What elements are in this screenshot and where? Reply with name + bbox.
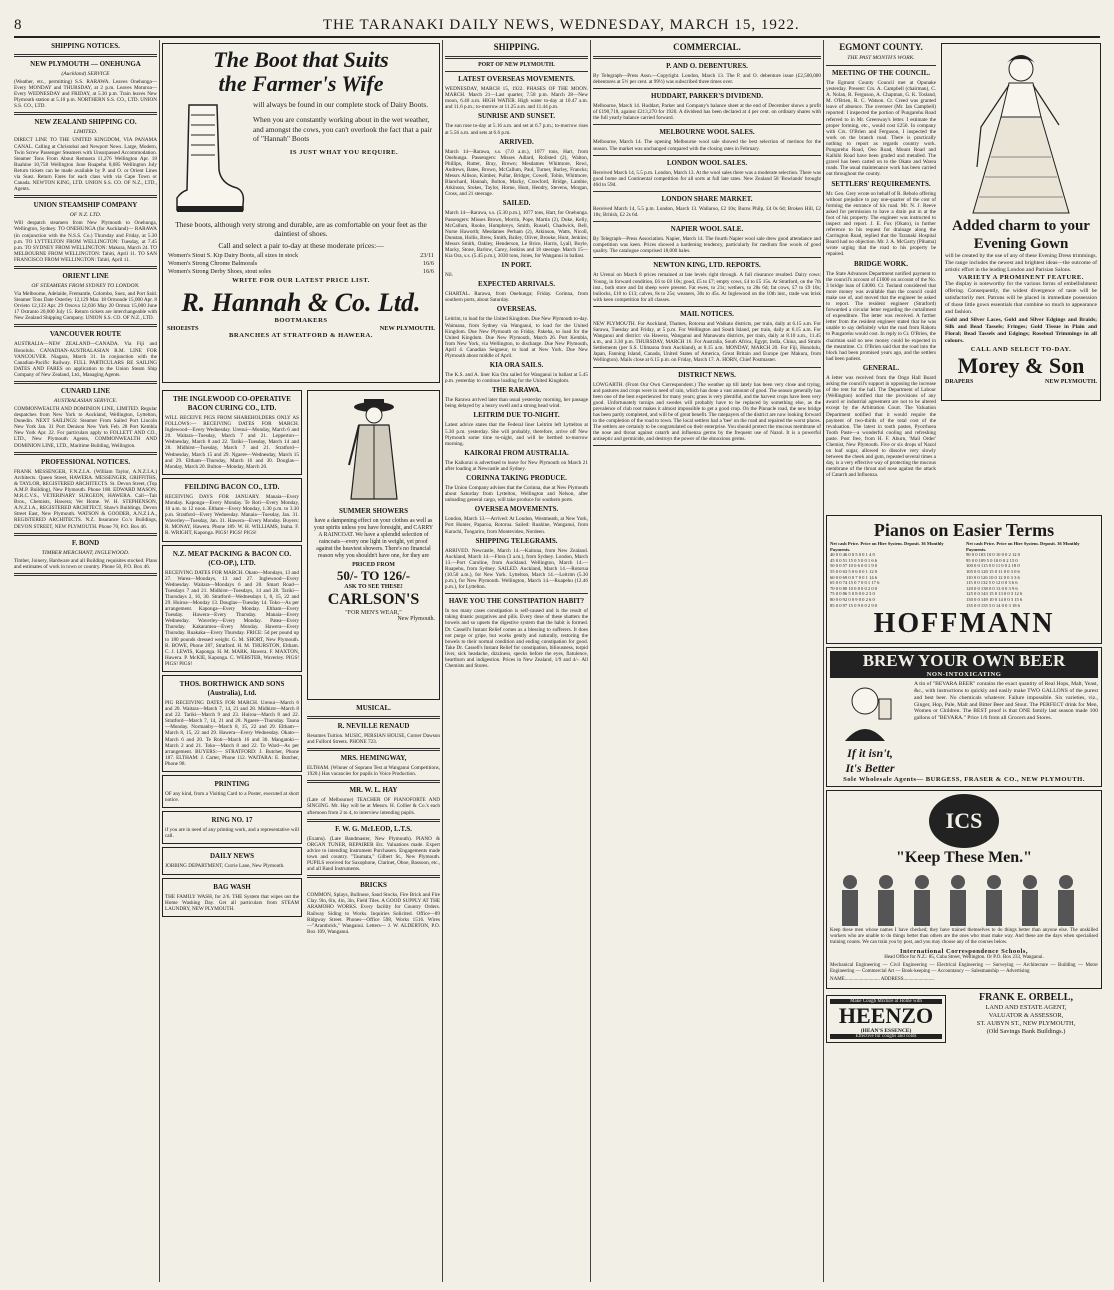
notice-subtitle: OF STEAMERS FROM SYDNEY TO LONDON. [31, 282, 140, 289]
commercial-section-text: At Urenui on March 8 prices remained at late levels right through. A full clearance resulted. Dairy cows: Young, in forward condition, £6 to £8 10s; good, £5 to £7; empty cows, £4 to £5 15s. At Stratford, on the 7th inst., both store and fat sheep were present. Fat ewes, to 21s; wethers, to 28s 6d; fat cows, £7 to £9 10s; bullocks, £10 to £13; calves, 8s to 25s; weaners, 30s to 45s. At Inglewood on the 10th inst., trade was brisk with keen competition for all classes. [593, 272, 821, 303]
boot-ad-body-2: These boots, although very strong and durable, are as comfortable on your feet as the daintiest of shoes. [175, 220, 427, 239]
musical-title: R. NEVILLE RENAUD [337, 722, 410, 730]
notice-divider [14, 324, 157, 327]
column-rule [823, 40, 824, 1282]
commercial-divider [593, 124, 821, 125]
egmont-county-article [826, 40, 936, 481]
boot-ad-body-3: Call and select a pair to-day at these moderate prices:— [218, 240, 384, 250]
shipping-section-text: WEDNESDAY, MARCH 15, 1922. PHASES OF THE MOON. MARCH. March 21—Last quarter, 7.58 p.m. March 28—New moon, 6.40 a.m. HIGH WATER. High water to-day at 10.47 a.m. and 11.6 p.m.; to-morrow at 11.25 a.m. and 11.44 p.m. [445, 86, 588, 111]
column-advertisements [162, 40, 440, 1282]
carlson-title: SUMMER SHOWERS [338, 507, 409, 515]
county-section-title: SETTLERS' REQUIREMENTS. [831, 179, 931, 188]
orbell-line-2: VALUATOR & ASSESSOR, [988, 1012, 1064, 1020]
ics-schools-advert [826, 790, 1102, 989]
commercial-section-title: DISTRICT NEWS. [678, 370, 736, 379]
carlson-brand: CARLSON'S [327, 591, 420, 609]
notice-box [162, 478, 302, 542]
notice-box [162, 847, 302, 874]
commercial-section-title: NAPIER WOOL SALE. [670, 225, 744, 234]
piano-price-row: 125 0 0 143 15 0 13 0 0 3 12 6 [966, 591, 1023, 597]
notice-title: CUNARD LINE [60, 387, 111, 395]
masthead [14, 14, 1100, 38]
heenzo-sub: (HEAN'S ESSENCE) [860, 1028, 912, 1035]
beer-sub: NON-INTOXICATING [830, 671, 1098, 678]
morey-call: CALL AND SELECT TO-DAY. [970, 345, 1072, 353]
column-rule [590, 40, 591, 1282]
boot-ad-caps: IS JUST WHAT YOU REQUIRE. [289, 148, 399, 156]
commercial-section-title: LONDON SHARE MARKET. [661, 194, 753, 203]
beer-title: BREW YOUR OWN BEER [830, 651, 1098, 671]
piano-price-row: 100 0 0 115 0 0 11 0 0 2 18 0 [966, 563, 1020, 569]
county-section-text: The Egmont County Council met at Opunake yesterday. Present: Crs. A. Campbell (chairman), C. A. Nolan, R. Ferguson, A. Chapman, G. K. Tosland, M. O'Brien, R. C. Watson. Cr. Creed was granted leave of absence. The overseer (Mr. Ian Campbell) reported: I inspected the portion of Pungarehu Road referred to in Mr. Greenway's letter. I estimate the proper forming, etc., would cost £250. In company with Crs. O'Brien and Ferguson, I inspected the work on the branch road. There is practically nothing to report as regards country work. Pungarehu Road, Oeo Road, Mount Road and Kaihihi Road have been graded and metalled. The gravel has been carted on to the Okato and Warea roads. The usual maintenance work has been carried out throughout the county. [826, 80, 936, 178]
price-value: 23/11 [420, 252, 434, 260]
ics-address: Head Office for N.Z.: 85, Cuba Street, Wellington. Or P.O. Box 233, Wanganui. [884, 955, 1044, 961]
piano-price-row: 130 0 0 149 10 0 14 0 0 3 15 6 [966, 596, 1023, 602]
morey-brand: Morey & Son [957, 352, 1085, 378]
beer-drinker-illustration [835, 681, 905, 741]
notice-text: RECEIVING DAYS FOR JANUARY. Manaia—Every Monday. Kaponga—Every Monday. Te Roti—Every Monday, 10 a.m. to 12 noon. Eltham—Every Monday, 1.30 p.m. to 3.30 p.m. Stratford—Every Wednesday. Manaia—Tuesday, Jan. 31. Waverley—Tuesday, Jan. 31. Hawera—Every Monday. Buyers: R. MONAY, Hawera. Phone 189. W. H. WILLIAMS, Inaha. F. R. WRIGHT, Kaponga. PIGS! PIGS! PIGS! [165, 493, 299, 537]
notice-divider [14, 112, 157, 115]
commercial-divider [593, 191, 821, 192]
column-shipping-notices [14, 40, 157, 1282]
morey-town: NEW PLYMOUTH. [1044, 378, 1097, 385]
notice-text: Timber, Joinery, Hardware and all Building requisites stocked. Plans and estimates of work in town or country. Phone 50, P.O. Box 46. [14, 557, 157, 570]
notice-text: WILL RECEIVE PIGS FROM SHAREHOLDERS ONLY AS FOLLOWS:— RECEIVING DATES FOR MARCH. Inglewood—Every Wednesday. Urenui—Monday, March 6 and 20. Waitara—Tuesday, March 7 and 21. Lepperton—Wednesday, March 8 and 22. Tariki—Tuesday, March 14 and 28. Midhirst—Tuesday, March 7 and 21. Stratford—Wednesday, March 15 and 29. Ngaere—Wednesday, March 15 and 29. Eltham—Thursday, March 16 and 30. Douglas—Monday, March 20. Bulton—Monday, March 20. [165, 415, 299, 470]
notice-divider [14, 381, 157, 384]
notice-subtitle: (Auckland) SERVICE [61, 71, 110, 77]
notice-title: NEW PLYMOUTH — ONEHUNGA [30, 60, 141, 68]
shipping-section-title: THE RARAWA. [491, 386, 541, 395]
notice-text: JOBBING DEPARTMENT, Currie Lane, New Plymouth. [165, 863, 285, 870]
carlson-priced: PRICED FROM [352, 562, 395, 568]
notice-box [162, 390, 302, 475]
shipping-section-text: The sun rose to-day at 5.16 a.m. and set at 6.7 p.m.; to-morrow rises at 5.56 a.m. and sets at 6.6 p.m. [445, 123, 588, 136]
musical-divider [307, 875, 440, 878]
egmont-sub: THE PAST MONTH'S WORK. [847, 55, 915, 61]
notice-title: PRINTING [214, 780, 250, 789]
ics-body: Keep these men whose names I have checked; they have trained themselves to do things better than anyone else. The unskilled workers who are unable to do things better than others are the ones who must make way. And these are the days when specialised training counts. We can train you by post, and you may choose any of the courses below. [830, 928, 1098, 946]
heenzo-advert [826, 995, 946, 1043]
notice-text: Via Melbourne, Adelaide, Fremantle, Colombo, Suez, and Port Said. Steamer Tons Date Osterley 12,129 Mar. 18 Ormonde 15,000 Apr. 8 Orvieto 12,133 Apr. 29 Orsova 12,036 May 20 Ormuz 15,000 June 17 Ostranto 20,000 July 15. Return tickets are interchangeable with New Zealand Shipping Company. UNION S.S. CO. OF N.Z., LTD. [14, 290, 157, 322]
notice-box [162, 545, 302, 673]
morey-drapers: DRAPERS [945, 378, 974, 385]
county-section-text: A letter was received from the Ongo Hall Board asking the council's support in opposing the increase of the rent for the hall. The Department of Labour (Wellington) notified that the provisions of any award or industrial agreement are not to be altered except by the Arbitration Court. The Valuation Department notified that it would require the payment of two-thirds of the total cost of the revaluation. The latest in tooth pastes, Pyorrhoea Tooth Paste—a wonderful cooling and refreshing paste. Post free, from H. F. Aburn, 'Mail Order' Chemist, New Plymouth. Five or six drops of Nazol on loaf sugar, allowed to dissolve very slowly between the cheek and gum, repeated several times a day, is a very effective way of protecting the mucous membrane of the throat and nose against the attack of Catarrh and Influenza. [826, 374, 936, 479]
morey-headline-2: Evening Gown [973, 236, 1069, 252]
shipping-section-title: LATEST OVERSEAS MOVEMENTS. [458, 75, 575, 84]
notice-box [162, 675, 302, 772]
beer-slogan-2: It's Better [845, 761, 895, 776]
orbell-line-3: ST. AUBYN ST., NEW PLYMOUTH, [976, 1020, 1076, 1028]
commercial-divider [593, 257, 821, 258]
notice-divider [14, 452, 157, 455]
shipping-section-text: March 14—Rarawa, s.s. (5.30 p.m.), 1077 tons, Hart, for Onehunga. Passengers: Misses Brown, Morrin, Pope, Martin (2), Duke, Kelly, McCallum, Rooke, Humphreys, Smith, Russell, Chadwick, Bell, Nurse Haworth; Mesdames Perham (2), Atkinson, Watts, Nicoll, Dunstan, Hollis, Brew, Smith, Bailey, Oliver, Brooke, Hunt, Jenkins; Messrs Smith, Oakley, Henderson, Le Brice, Harris, Lyall, Boyle, Macky, Stone, Barlow, Carey, Jenkins and 18 steerage. March 15—Kia Ora, s.s. (5.45 p.m.), 3030 tons, Jones, for Wanganui in ballast. [445, 210, 588, 260]
piano-price-row: 115 0 0 132 5 0 12 0 0 3 6 6 [966, 580, 1018, 586]
piano-price-row: 75 0 0 86 5 0 8 0 0 2 3 0 [830, 591, 875, 597]
hannah-boot-advert [162, 43, 440, 383]
notice-text: FRANK MESSENGER, F.N.Z.I.A. (William Taylor, A.N.Z.I.A.) Architects. Queen Street, HAWERA. MESSENGER, GRIFFITHS, & TAYLOR, REGISTERED ARCHITECTS. St. Devon Street, (Top A.M.P. Building), New Plymouth. Phone 188. EDWARD MASON, M.R.C.V.S., VETERINARY SURGEON, HAWERA. Call—Tait Bros., Chemists, Hawera; Vet Home. W. H. STEPHENSON, A.N.Z.I.A., REGISTERED ARCHITECT, Shaw's Buildings, Devon Street East, New Plymouth. WATSON & GOODER, A.N.Z.I.A., REGISTERED ARCHITECTS. N.Z. Insurance Co.'s Buildings, DEVON STREET, NEW PLYMOUTH. Phone 70, P.O. Box 46. [14, 468, 157, 530]
shipping-section-title: LEITRIM DUE TO-NIGHT. [473, 411, 560, 420]
morey-list: Gold and Silver Laces, Gold and Silver Edgings and Braids; Silk and Bead Tassels; Fringes; Gold Tissue in Plain and Floral; Bead Tassels and Edgings; Rosebud Trimmings in all colours. [945, 317, 1097, 344]
heenzo-brand: HEENZO [838, 1003, 934, 1029]
shipping-section-text: The K.S. and A. liner Kia Ora sailed for Wanganui in ballast at 5.45 p.m. yesterday to continue loading for the United Kingdom. [445, 372, 588, 385]
shipping-section-title: IN PORT. [501, 261, 532, 270]
piano-price-row: 135 0 0 155 5 0 14 0 0 3 18 6 [966, 602, 1020, 608]
notice-text: if you are in need of any printing work, and a representative will call. [165, 827, 299, 840]
ics-courses: Mechanical Engineering — Civil Engineering — Electrical Engineering — Surveying — Architecture — Building — Motor Engineering — Commercial Art — Book-keeping — Accountancy — Salesmanship — Advertising [830, 963, 1098, 975]
hannah-town: NEW PLYMOUTH. [379, 325, 435, 333]
piano-price-row: 65 0 0 74 15 0 7 0 0 1 17 6 [830, 580, 880, 586]
morey-feature-body: The display is noteworthy for the various forms of embellishment offering. Consequently, the widest divergence of taste will be satisfactorily met. Patrons will be placed in immediate possession of those little gown essentials that combine so much to appearance and fashion. [945, 281, 1097, 315]
price-row [167, 252, 435, 260]
shipping-section-title: SHIPPING TELEGRAMS. [475, 536, 558, 545]
hannah-shoeists: SHOEISTS [167, 325, 199, 333]
egmont-heading: EGMONT COUNTY. [839, 42, 923, 52]
orbell-line-1: LAND AND ESTATE AGENT, [985, 1004, 1067, 1012]
musical-text: (Late of Melbourne) TEACHER OF PIANOFORTE AND SINGING. Mr. Hay will be at Messrs. H. Collier & Co.'s each afternoon from 2 to 4, to interview intending pupils. [307, 797, 440, 816]
musical-text: Resumes Tuition. MUSIC, PERSIAN HOUSE, Corner Dawson and Fulford Streets. PHONE 723. [307, 733, 440, 746]
shipping-section-title: SAILED. [502, 199, 531, 208]
hoffmann-header-right: Net cash Price. Price on Hire System. Deposit. 36 Monthly Payments. [966, 541, 1080, 552]
carlson-town: New Plymouth. [397, 616, 435, 623]
notice-subtitle: AUSTRALASIAN SERVICE. [53, 398, 118, 404]
musical-title: MRS. HEMINGWAY, [340, 754, 407, 763]
price-value: 16/6 [422, 268, 434, 276]
price-item: Women's Strong Derby Shoes, stout soles [168, 268, 272, 276]
piano-price-row: 70 0 0 80 10 0 8 0 0 2 0 0 [830, 585, 878, 591]
commercial-divider [593, 367, 821, 368]
commercial-divider [593, 88, 821, 89]
bevara-beer-advert [826, 647, 1102, 787]
county-section-title: MEETING OF THE COUNCIL. [831, 69, 930, 77]
county-section-text: The State Advances Department notified payment to the council's account of £1000 on account of the No. 3 bridge loan of £4000. Cr. Tosland considered that more money was available than the council could make use of, and moved that the engineer be asked to report. The resident engineer (Stratford) forwarded a circular letter regarding the curtailment of expenditure. The letter was received. A further letter from the resident engineer stated that he was unable to say definitely what the road from Rahotu to Pungarehu would cost. In reply to Cr. O'Brien, the chairman said no new money could be expected in the meantime. Cr. O'Brien said that the road into the block had been promised years ago, and the settlers had been patient. [826, 270, 936, 362]
hannah-branches: BRANCHES AT STRATFORD & HAWERA. [229, 331, 373, 339]
carlson-price-range: 50/- TO 126/- [336, 568, 411, 584]
notice-text: Will despatch steamers from New Plymouth to Onehunga, Wellington, Sydney. TO ONEHUNGA (for Auckland)— RARAWA (in conjunction with the N.S.S. Co.) Thursday and Friday, at 5.30 p.m. TO LYTTELTON FROM WELLINGTON: Tuesday, at 7.45 p.m. TO SYDNEY FROM WELLINGTON: Makura, March 24. TO MELBOURNE FROM WELLINGTON: Tahiti, April 11. TO SAN FRANCISCO FROM WELLINGTON: Tahiti, April 11. [14, 220, 157, 263]
shipping-section-title: ARRIVED. [499, 137, 534, 146]
piano-price-row: 60 0 0 69 0 0 7 0 0 1 14 6 [830, 574, 878, 580]
notice-text: RECEIVING DATES FOR MARCH. Okato—Mondays, 13 and 27. Warea—Mondays, 13 and 27. Inglewood—Every Wednesday. Waitara—Mondays 6 and 20. Smart Road—Tuesdays 7 and 21. Midhirst—Tuesdays, 14 and 28. Tariki—Thursdays 2, 16, 30. Stratford—Wednesdays 1, 8, 15, 22 and 29. Huiroa—Monday 13. Douglas—Tuesday 14. Toko—As per arrangement. Kaponga—Every Monday. Eltham—Every Tuesday. Hawera—Every Thursday. Manaia—Every Wednesday. Waverley—Every Monday. Patea—Every Thursday. Kakaramea—Every Monday. Hawera—Every Thursday. Ruakaka—Every Thursday. FRICE: 5d per pound up to 180 pounds dressed weight. G. M. SHORT, New Plymouth. R. BOWE, Phone 287, Stratford. H. M. THURSTON, Eltham. C. J. LEWIS, Kaponga. H. M. MARK, Hawera. F. MAXTON, Hawera. P. McKIE, Kaponga. C. WEBSTER, Waverley. PIGS! PIGS! PIGS! [165, 569, 299, 667]
column-commercial [593, 40, 821, 1282]
shipping-section-title: EXPECTED ARRIVALS. [478, 280, 555, 289]
county-section-title: GENERAL. [862, 363, 900, 372]
commercial-section-title: NEWTON KING, LTD. REPORTS. [653, 261, 761, 270]
musical-divider [307, 819, 440, 822]
commercial-section-text: LOWGARTH. (From Our Own Correspondent.) The weather up till lately has been very close and trying, and pastures and crops were in need of rain, which has done a vast amount of good. The season generally has been one of the best experienced for many years; grass is very plentiful, and the harvest crops have been very good. Unfortunately turnips and swedes will probably have to be replaced by something else, as the prevalence of club root makes it almost impossible to get a good crop. On the Pinnacle road, the new bridge has been partly completed, and will be of great benefit. The ratepayers of the district are now looking forward to the completion of the road to town. The local settlers had a 'bee' on the road and repaired the worst places. The settlers are certainly to be congratulated on their enterprise. You should protect the mucous membrane of the nose and throat against catarrh and influenza germs by the frequent use of Nazol. It is a powerful antiseptic and germicide, and destroys the power of the obnoxious germs. [593, 381, 821, 443]
piano-price-row: 50 0 0 57 10 0 6 0 0 1 9 0 [830, 563, 878, 569]
boot-ad-title-1: The Boot that Suits [213, 47, 389, 72]
commercial-section-text: By Telegraph—Press Assn.—Copyright. London, March 13. The P. and O. debenture issue (£2,500,000 debentures at 5½ per cent. at 99½) was subscribed three times over. [593, 73, 821, 86]
shipping-section-title: OVERSEAS. [496, 305, 537, 314]
column-2-notices [162, 387, 302, 937]
shipping-section-text: The Kaikorai is advertised to leave for New Plymouth on March 21 after loading at Newcastle and Sydney. [445, 459, 588, 472]
morey-evening-gown-advert [941, 43, 1101, 401]
column-rule [159, 40, 160, 1282]
orbell-advert [950, 992, 1102, 1046]
lower-right-adverts [826, 512, 1102, 1046]
notice-text: AUSTRALIA—NEW ZEALAND—CANADA. Via Fiji and Honolulu. CANADIAN-AUSTRALASIAN R.M. LINE FOR VANCOUVER. Niagara, March 31. In conjunction with the Canadian-Pacific Railway. FULL PARTICULARS RE SAILING DATES AND FARES on application to the Union Steam Ship Company of New Zealand, Ltd., Managing Agents. [14, 341, 157, 378]
newspaper-title: THE TARANAKI DAILY NEWS, WEDNESDAY, MARCH 15, 1922. [322, 16, 800, 33]
shipping-section-title: OVERSEA MOVEMENTS. [474, 505, 559, 514]
notice-subtitle: OF N.Z. LTD. [69, 212, 102, 219]
price-value: 16/6 [422, 260, 434, 268]
commercial-section-text: Melbourne, March 14. The opening Melbourne wool sale showed the best selection of merinos for the season. The market was unchanged compared with the closing rates in February. [593, 139, 821, 152]
musical-divider [307, 780, 440, 783]
notice-box [162, 878, 302, 917]
beer-body: A tin of "BEVARA BEER" contains the exact quantity of Real Hops, Malt, Yeast, &c., with instructions to quickly and easily make TWO GALLONS of the purest and best beer. No chemicals whatever. Failure impossible. Six varieties, viz., Ginger, Hop, Pale, Malt and Bitter Beer and Stout. The PERFECT drink for Men, Women or Children. The BEST proof is that ONE family last season made 100 gallons of "BEVARA." Price 1/6 from all Grocers and Stores. [914, 681, 1098, 722]
commercial-section-text: Melbourne, March 14. Huddart, Parker and Company's balance sheet at the end of December shows a profit of £190,718, against £213,270 for 1920. A dividend has been declared at 4 per cent. on ordinary shares with the full yearly balance carried forward. [593, 103, 821, 122]
musical-title: MR. W. L. HAY [349, 786, 398, 795]
notice-text: PIG RECEIVING DATES FOR MARCH. Urenui—March 6 and 20. Waitara—March 7, 14, 21 and 28. Midhirst—March 8 and 22. Tariki—March 9 and 23. Huiroa—March 8 and 22. Stratford—March 7, 14, 21 and 28. Ngaere—Thursday. Tauna—Monday. Normanby—March 8, 15, 22 and 29. Eltham—March 8, 15, 22 and 29. Hawera—Every Wednesday. Okato—March 6 and 20. Te Roti—March 16 and 30. Mangatoki—March 2 and 21. Toko—March 8 and 22. To Ward—As per arrangement. BUYERS:— STRATFORD: J. Butcher, Phone 187. ELTHAM: J. Carter, Phone 112. WAITARA: E. Butcher, Phone 98. [165, 700, 299, 767]
musical-text: COMMON, Splays, Bullnose, Sand Stocks, Fire Brick and Fire Clay. 9in, 6in, 4in, 3in, Field Tiles. A GOOD SUPPLY AT THE ARAMOHO WORKS. Every facility for Country Orders. Railway Siding to Works. Inquiries Solicited. Office—89 Ridgway Street. Phones—Office 598, Works 1516. Wires—"Arambrick," Wanganui. Letters— J. W. ALDERTON, P.O. Box 109, Wanganui. [307, 892, 440, 935]
hannah-brand-sub: BOOTMAKERS [274, 317, 328, 325]
commercial-section-title: MAIL NOTICES. [680, 309, 734, 318]
commercial-divider [593, 306, 821, 307]
constipation-title: HAVE YOU THE CONSTIPATION HABIT? [448, 597, 585, 606]
notice-title: NEW ZEALAND SHIPPING CO. [34, 118, 137, 127]
shipping-section-text: The Union Company advises that the Corinna, due at New Plymouth about Saturday from Lyttelton, Wellington and Nelson, after unloading general cargo, will take produce for southern ports. [445, 485, 588, 504]
price-row [167, 268, 435, 276]
notice-box [162, 775, 302, 808]
notice-title: FEILDING BACON CO., LTD. [184, 482, 280, 491]
hoffmann-header-left: Net cash Price. Price on Hire System. Deposit. 36 Monthly Payments. [830, 541, 944, 552]
morey-body: will be created by the use of any of these Evening Dress trimmings. The range includes the newest and brightest ideas—the outcome of artistic effort in the leading London and Parisian Salons. [945, 253, 1097, 273]
piano-price-row: 40 0 0 46 0 0 5 0 0 1 4 0 [830, 552, 875, 558]
commercial-section-text: Received March 14, 5.5 p.m. London, March 13. Wallaroo, £2 10s; Burns Philp, £4 0s 6d; Broken Hill, £2 18s; British, £2 2s 6d. [593, 205, 821, 219]
ics-school: International Correspondence Schools, [899, 948, 1029, 956]
piano-price-row: 95 0 0 109 5 0 10 0 0 2 15 0 [966, 557, 1018, 563]
price-item: Women's Stout S. Kip Dairy Boots, all sizes in stock [168, 252, 299, 260]
county-section-text: Mr. Geo. Grey wrote on behalf of R. Rebolo offering without prejudice to pay one-quarter of the cost of forming the entrance of his road. Mr. N. J. Reeve asked for permission to have a drain put in at the foot of his property. The engineer was instructed to inspect and report. J. E. Fox (Okato), in further reference to his request for drainage along the Carrington Road, replied that the Taranaki Hospital Board had no objection. Mr. J. A. McGarry (Pihama) wrote urging that the road to his property be repaired. [826, 190, 936, 258]
boot-ad-title-2: the Farmer's Wife [218, 71, 384, 96]
morey-feature-title: VARIETY A PROMINENT FEATURE. [958, 274, 1084, 282]
commercial-section-text: By Telegraph—Press Association. Napier, March 14. The fourth Napier wool sale drew good attendance and competition was keen. Prices showed a hardening tendency, particularly for medium fine wools of good quality. The catalogue comprised 18,000 bales. [593, 236, 821, 255]
piano-price-row: 80 0 0 92 0 0 9 0 0 2 6 0 [830, 596, 875, 602]
commercial-divider [593, 155, 821, 156]
constipation-text: In too many cases constipation is self-caused and is the result of taking drastic purgatives and pills. Every dose of these shatters the bowels and so upsets the digestive system that the habit is formed. Dr. Cassell's Instant Relief comes as a blessing to sufferers. It does not purge or gripe, but works gently and naturally, restoring the bowels to their normal condition and ending constipation for good. Take Dr. Cassell's Instant Relief for constipation, biliousness, torpid liver, sick headache, dizziness, specks before the eyes, flatulence, heartburn and indigestion. Prices in New Zealand, 1/9 and 4/-. All Chemists and Stores. [445, 608, 588, 670]
page-number: 8 [14, 16, 23, 33]
notice-text: (Weather, etc., permitting) S.S. RARAWA. Leaves Onehunga— Every MONDAY and THURSDAY, at 2 p.m. Leaves Moturoa— Every WEDNESDAY and FRIDAY, at 5.30 p.m. Train leaves New Plymouth station at 5.10 p.m. NORTHERN S.S. CO., LTD. UNION S.S. CO., LTD. [14, 79, 157, 110]
price-row [167, 260, 435, 268]
carlsons-raincoat-advert [307, 390, 440, 700]
raincoat-man-illustration [329, 395, 419, 505]
notice-title: DAILY NEWS [209, 852, 255, 861]
boot-illustration [167, 100, 247, 220]
musical-title: F. W. G. McLEOD, L.T.S. [335, 824, 412, 833]
notice-title: BAG WASH [213, 882, 251, 891]
shipping-section-text: The Rarawa arrived later than usual yesterday morning, her passage being delayed by a heavy swell and a strong head wind. [445, 397, 588, 410]
shipping-section-text: CHARTAL. Rarawa, from Onehunga; Friday. Corinna, from southern ports, about Saturday. [445, 291, 588, 304]
notice-title: VANCOUVER ROUTE [49, 330, 122, 339]
county-section-title: BRIDGE WORK. [854, 259, 908, 268]
beer-slogan-1: If it isn't, [847, 746, 893, 761]
shipping-section-text: March 14—Rarawa, s.s. (7.0 a.m.), 1077 tons, Hart, from Onehunga. Passengers: Misses Adlard, Rollsted (2), Walton, Phillips, Rutter, Bray, Brown; Mesdames Whitmore, Rewi, Andrews, Bates, Brown, McCallum, Paul, Turner, Burley, Francks; Messrs Allison, Kimber, Pullar, Bridger, Cowell, Tobin, Whitmore, Blanchard, Hannah, Bolton, Macky, Crawford, Bridge, Lambie, Atkinson, Stokes, Taylor, Horne, Hunt, Hendry, Stevens, Morgan, Cross, and 21 steerage. [445, 148, 588, 198]
piano-price-row: 90 0 0 103 10 0 10 0 0 2 12 0 [966, 552, 1020, 558]
boot-ad-intro: will always be found in our complete stock of Dairy Boots. [253, 100, 429, 109]
ics-slogan: "Keep These Men." [895, 849, 1033, 867]
notice-box [162, 811, 302, 844]
ics-logo: ICS [929, 794, 999, 848]
evening-gown-lady-illustration [951, 47, 1091, 217]
commercial-divider [593, 445, 821, 446]
commercial-heading: COMMERCIAL. [673, 42, 741, 52]
notice-text: OF any kind, from a Visiting Card to a Poster, executed at short notice. [165, 791, 299, 804]
notice-divider [14, 195, 157, 198]
shipping-heading: SHIPPING. [493, 42, 540, 52]
beer-agents: Sole Wholesale Agents— BURGESS, FRASER & CO., NEW PLYMOUTH. [843, 776, 1085, 784]
column-shipping-news [445, 40, 588, 1282]
piano-price-row: 110 0 0 126 10 0 12 0 0 3 3 6 [966, 574, 1020, 580]
column-rule [442, 40, 443, 1282]
notice-title: N.Z. MEAT PACKING & BACON CO. (CO-OP.), LTD. [172, 549, 292, 567]
boot-price-list [167, 252, 435, 276]
orbell-line-4: (Old Savings Bank Buildings.) [986, 1028, 1066, 1036]
commercial-section-title: P. AND O. DEBENTURES. [666, 62, 748, 70]
notice-title: UNION STEAMSHIP COMPANY [33, 201, 138, 210]
shipping-section-title: CORINNA TAKING PRODUCE. [466, 474, 567, 483]
commercial-section-title: HUDDART, PARKER'S DIVIDEND. [651, 92, 763, 101]
piano-price-row: 85 0 0 97 15 0 9 0 0 2 9 0 [830, 602, 878, 608]
shipping-section-text: ARRIVED. Newcastle, March 14.—Kaituna, from New Zealand. Auckland, March 14.—Flora (3 a.m.), from Sydney. London, March 13.—Port Caroline, from Auckland. Wellington, March 14.—Ruapehu, from Sydney. SAILED. Auckland, March 14.—Rotorua (10.50 a.m.), for New York. Lyttelton, March 14.—Leitrim (5.30 p.m.), for New Plymouth. Wellington, March 14.—Ruapehu (12.46 p.m.), for Lyttelton. [445, 547, 588, 591]
commercial-divider [593, 221, 821, 222]
shipping-section-text: Latest advice states that the Federal liner Leitrim left Lyttelton at 5.30 p.m. yesterday. She will probably, therefore, arrive off New Plymouth some time to-night, and will be berthed to-morrow morning. [445, 422, 588, 447]
price-item: Women's Strong Chrome Balmorals [168, 260, 258, 268]
notice-title: F. BOND [71, 538, 100, 547]
port-heading: PORT OF NEW PLYMOUTH. [478, 62, 555, 68]
heenzo-top: Make Cough Mixture at Home with [830, 999, 942, 1004]
notice-title: THE INGLEWOOD CO-OPERATIVE BACON CURING CO., LTD. [173, 395, 291, 412]
shipping-section-title: KAIKORAI FROM AUSTRALIA. [464, 448, 569, 457]
commercial-section-title: MELBOURNE WOOL SALES. [659, 128, 755, 137]
notice-divider [14, 573, 157, 576]
ics-form: NAME............................ ADDRESS......................... [830, 977, 935, 983]
notice-subtitle: LIMITED. [73, 129, 98, 136]
carlson-body: have a dampening effect on your clothes as well as your spirits unless you have foresight, and CARRY A RAINCOAT. We have a splendid selection of raincoats—every one light in weight, yet proof against the heaviest showers. There's no financial reason why you shouldn't have one, for they are [313, 518, 434, 559]
notice-text: THE FAMILY WASH, for 2/6. THE System that wipes out the Home Washing Day. Get all particulars from STEAM LAUNDRY, NEW PLYMOUTH. [165, 893, 299, 912]
musical-title: BRICKS [360, 881, 387, 890]
shipping-section-title: SUNRISE AND SUNSET. [477, 112, 556, 121]
carlson-ask: ASK TO SEE THESE! [344, 584, 403, 591]
piano-price-row: 45 0 0 51 15 0 5 0 0 1 6 6 [830, 557, 878, 563]
notice-divider [14, 533, 157, 536]
shipping-section-text: Leitrim, to load for the United Kingdom. Due New Plymouth to-day. Waimana, from Sydney via Wanganui, to load for the United Kingdom. Due New Plymouth on Friday. Pakeha, to load for the United Kingdom. Due New Plymouth, March 26. Port Kembla, from New York, via Wellington, to discharge. Due New Plymouth, April 4. Canadian Seigneur, to load at New York. Due New Plymouth about middle of April. [445, 316, 588, 359]
notice-title: ORIENT LINE [62, 271, 109, 280]
boot-ad-body-1: When you are constantly working about in the wet weather, and amongst the cows, you can't overlook the fact that a pair of "Hannah" Boots [253, 115, 433, 144]
hoffmann-title: Pianos on Easier Terms [873, 520, 1055, 540]
commercial-section-title: LONDON WOOL SALES. [666, 158, 748, 167]
notice-title: RING NO. 17 [211, 816, 253, 825]
notice-text: COMMONWEALTH AND DOMINION LINE, LIMITED. Regular despatches from New York to Auckland, Wellington, Lyttelton, Dunedin. NEXT SAILINGS: Steamer From Sailed Port Lincoln New York Jan. 31 Port Denison New York Feb. 28 Port Kembla New York Apr. 22. For particulars apply to FOLLETT AND CO., LTD., New Plymouth Agents, COMMONWEALTH AND DOMINION LINE, LTD., Maritime Building, Wellington. [14, 406, 157, 449]
shipping-section-text: Nil. [445, 272, 453, 279]
piano-price-row: 55 0 0 63 5 0 6 0 0 1 12 0 [830, 568, 878, 574]
boot-ad-write: WRITE FOR OUR LATEST PRICE LIST. [232, 277, 370, 285]
notice-text: DIRECT LINE TO THE UNITED KINGDOM, VIA PANAMA CANAL. Calling at Christobal and Newport News. Large, Modern, Twin Screw Passenger Steamers with Unsurpassed Accommodation. Steamer Tons From About Remuera 11,276 Wellington Apr. 18 Ruahine 10,758 Wellington June Ruapehu 8,085 Wellington July Return tickets can be made available by P. and O. or Orient Lines via Suez. Return Fares for each class with via Cape Town or Canada. NEWTON KING, LTD. UNION S.S. CO. OF N.Z., LTD., Agents. [14, 137, 157, 193]
shipping-section-text: London, March 13.—Arrived: At London, Westmeath, at New York, Port Hunter, Paparoa, Rotorua. Sailed: Ruahine, Wanganui, from Karachi, Tongariro, from Montevideo, Nordeen. [445, 516, 588, 535]
musical-divider [307, 748, 440, 751]
heenzo-tag: Effective for coughs and colds [830, 1034, 942, 1039]
notice-title: THOS. BORTHWICK AND SONS (Australia), Ltd. [179, 680, 285, 697]
ics-workers-illustration [830, 868, 1094, 928]
orbell-name: FRANK E. ORBELL, [979, 992, 1073, 1004]
piano-price-row: 120 0 0 138 0 0 13 0 0 3 9 6 [966, 585, 1018, 591]
commercial-section-text: NEW PLYMOUTH. For Auckland, Thames, Rotorua and Waikato districts, per train, daily at 6.15 a.m. For Sarawa, Tuesday and Friday, at 5 p.m. For Wellington and South Island, per train, daily at 6.15 a.m. For Wanganui and district: via Hawera, Wanganui and Manawatu districts, per train, daily at 8.10 a.m., 11.45 a.m., and 3.30 p.m. THURSDAY, MARCH 16. For Australia, South Africa, Egypt, India, China, and Straits Settlements (per S.S. Ulimaroa from Auckland), at 8.15 a.m. MONDAY, MARCH 20. For Fiji, Honolulu, Japan, Fanning Island, Canada, United States of America, Great Britain and Europe (per Makura, from Wellington). Mails close at 6.15 p.m. on Friday, March 17. A. HORN, Chief Postmaster. [593, 320, 821, 364]
notice-title: PROFESSIONAL NOTICES. [40, 457, 131, 466]
hoffmann-brand: HOFFMANN [873, 608, 1055, 640]
commercial-section-text: Received March 14, 5.5 p.m. London, March 13. At the wool sales there was a moderate selection. There was good home and Continental competition for all sorts at full late rates. New Zealand 58 'Bowlands' brought 46d to 59d. [593, 169, 821, 188]
notice-subtitle: TIMBER MERCHANT, INGLEWOOD. [41, 549, 130, 556]
musical-text: ELTHAM. (Winner of Soprano Test at Wanganui Competitions, 1920.) Has vacancies for pupils in Voice Production. [307, 765, 440, 778]
piano-price-row: 105 0 0 120 15 0 11 0 0 3 0 6 [966, 568, 1020, 574]
musical-heading: MUSICAL. [356, 704, 391, 712]
carlson-tag: "FOR MEN'S WEAR," [345, 610, 402, 617]
shipping-section-title: KIA ORA SAILS. [489, 361, 544, 370]
hoffmann-piano-advert [826, 515, 1102, 644]
hannah-brand: R. Hannah & Co. Ltd. [181, 288, 421, 318]
musical-text: (Exams). (Late Bandmaster, New Plymouth). PIANO & ORGAN TUNER, REPAIRER Etc. Valuations made. Expert advice to intending Instrument Purchasers. Engagements made town and country. "Taumata," Gilbert St., New Plymouth. PUPILS received for Saxophone, Clarinet, Oboe, Bassoon, etc., and all Band Instruments. [307, 835, 440, 873]
column-heading: SHIPPING NOTICES. [51, 42, 120, 50]
morey-headline-1: Added charm to your [952, 218, 1090, 234]
notice-divider [14, 266, 157, 269]
musical-divider [307, 716, 440, 719]
